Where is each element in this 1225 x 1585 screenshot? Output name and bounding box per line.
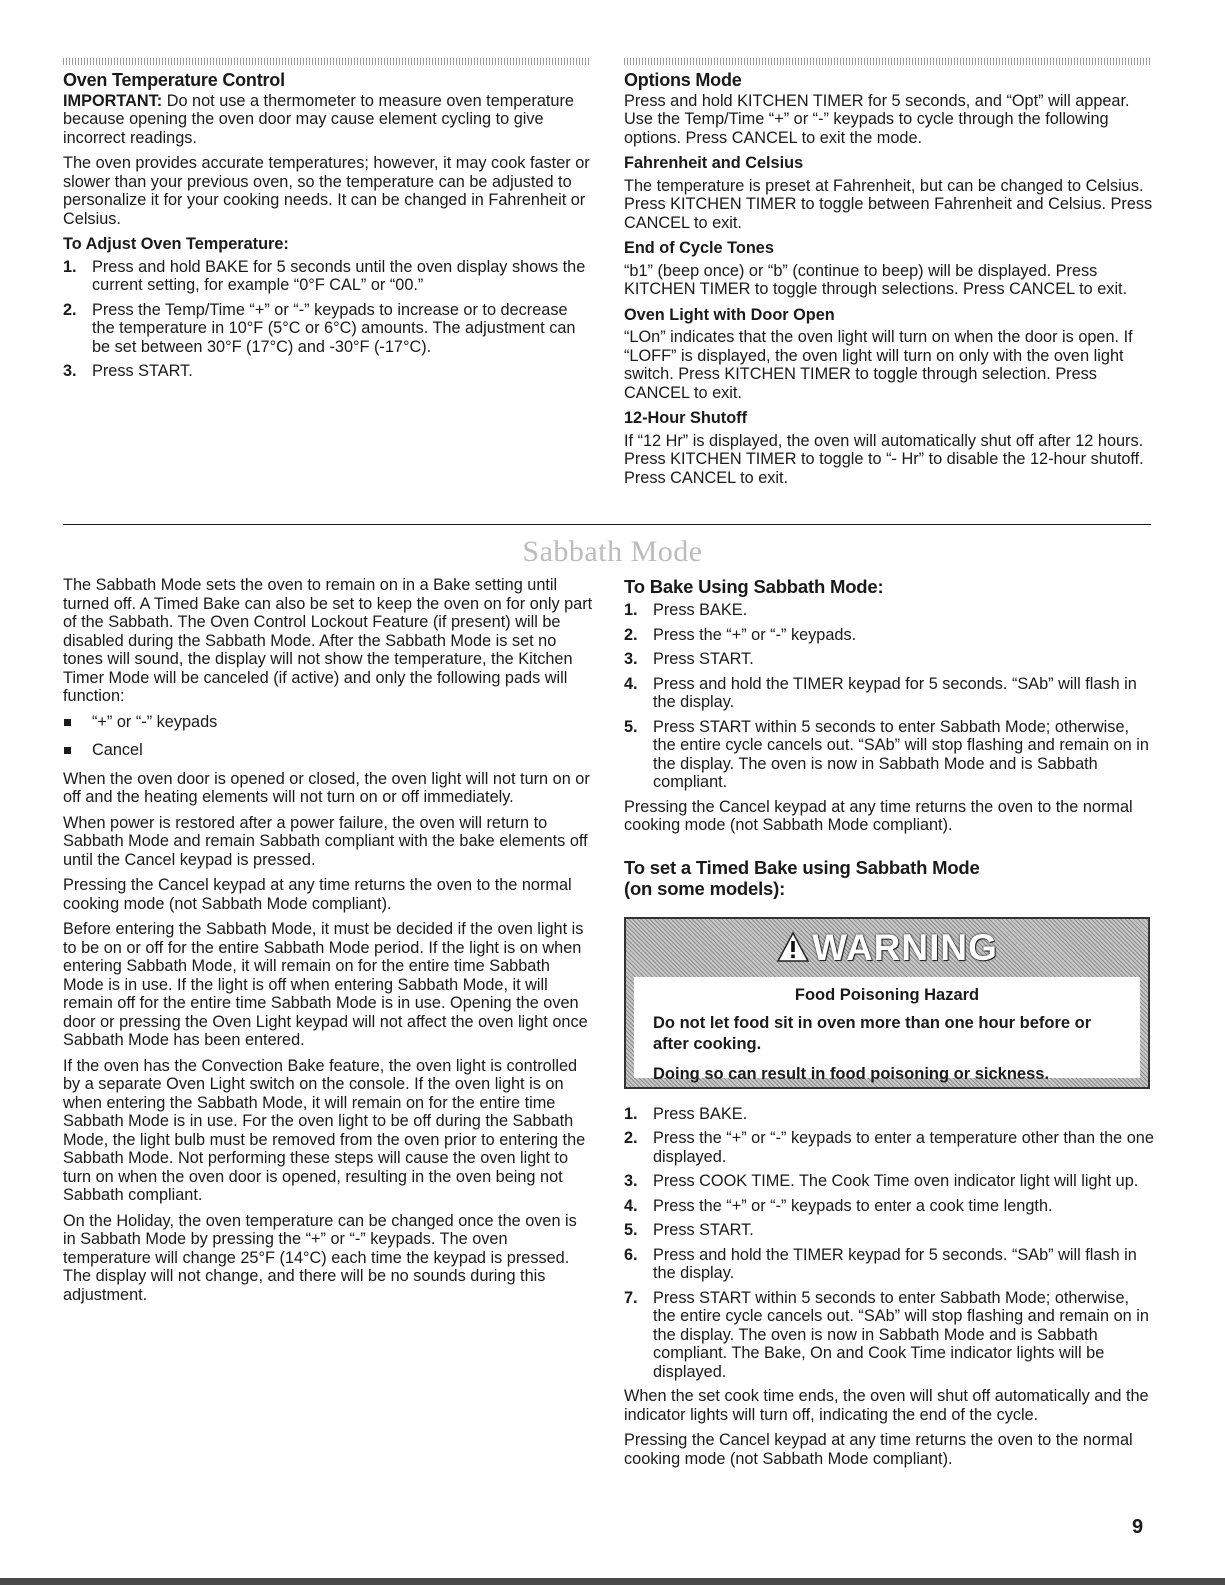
sabbath-instructions	[624, 576, 1154, 1475]
important-text: Do not use a thermometer to measure oven temperature because opening the oven door may cause element cycling to give incorrect readings.	[63, 91, 574, 147]
bullet-text: “+” or “-” keypads	[92, 712, 218, 731]
step-text: Press START.	[653, 650, 754, 668]
subsection-heading	[624, 857, 1154, 899]
list-item	[624, 626, 1154, 645]
list-item	[624, 601, 1154, 620]
step-text: Press and hold BAKE for 5 seconds until the oven display shows the current setting, for example “0°F CAL” or “00.”	[92, 257, 586, 294]
step-number: 3.	[624, 650, 638, 668]
step-number: 5.	[624, 717, 638, 736]
list-item	[63, 713, 593, 732]
timed-bake-steps-list	[624, 1105, 1154, 1382]
option-text: “LOn” indicates that the oven light will turn on when the door is open. If “LOFF” is displayed, the oven light will turn on only with the oven light switch. Press KITCHEN TIMER to toggle through selection. Press CANCEL to exit.	[624, 328, 1133, 402]
hazard-title: Food Poisoning Hazard	[794, 985, 980, 1004]
step-number: 2.	[624, 625, 638, 644]
list-item	[624, 1197, 1154, 1216]
important-label: IMPORTANT:	[63, 91, 163, 110]
step-text: Press BAKE.	[653, 601, 748, 619]
section-divider	[63, 524, 1151, 525]
paragraph: When power is restored after a power failure, the oven will return to Sabbath Mode and remain Sabbath compliant with the bake elements off until the Cancel keypad is pressed.	[63, 813, 588, 869]
sabbath-description	[63, 576, 593, 1311]
paragraph: Pressing the Cancel keypad at any time returns the oven to the normal cooking mode (not Sabbath Mode compliant).	[624, 1431, 1133, 1468]
list-item	[624, 1105, 1154, 1124]
list-item	[63, 301, 593, 357]
paragraph: The Sabbath Mode sets the oven to remain on in a Bake setting until turned off. A Timed Bake can also be set to keep the oven on for only part of the Sabbath. The Oven Control Lockout Feature (if present) will be disabled during the Sabbath Mode. After the Sabbath Mode is set no tones will sound, the display will not show the temperature, the Kitchen Timer Mode will be canceled (if active) and only the following pads will function:	[63, 576, 593, 705]
list-item	[63, 362, 593, 381]
list-item	[624, 1289, 1154, 1382]
step-text: Press the Temp/Time “+” or “-” keypads to increase or to decrease the temperature in 10°F (5°C or 6°C) amounts. The adjustment can be set between 30°F (17°C) and -30°F (-17°C).	[92, 300, 576, 356]
step-text: Press START within 5 seconds to enter Sabbath Mode; otherwise, the entire cycle cancels out. “SAb” will stop flashing and remain on in the display. The oven is now in Sabbath Mode and is Sabbath compliant.	[653, 717, 1149, 791]
bullet-text: Cancel	[92, 741, 143, 759]
step-text: Press the “+” or “-” keypads.	[653, 625, 857, 644]
list-item	[63, 741, 593, 760]
paragraph: Press and hold KITCHEN TIMER for 5 seconds, and “Opt” will appear. Use the Temp/Time “+” or “-” keypads to cycle through the following options. Press CANCEL to exit the mode.	[624, 91, 1130, 147]
bullet-list	[63, 713, 593, 760]
paragraph: On the Holiday, the oven temperature can be changed once the oven is in Sabbath Mode by pressing the “+” or “-” keypads. The oven temperature will change 25°F (14°C) each time the keypad is pressed. The display will not change, and there will be no sounds during this adjustment.	[63, 1211, 577, 1304]
option-heading: Fahrenheit and Celsius	[624, 154, 804, 172]
page-section-title: Sabbath Mode	[522, 535, 703, 568]
option-heading: 12-Hour Shutoff	[624, 409, 747, 427]
paragraph: When the set cook time ends, the oven will shut off automatically and the indicator lights will turn off, indicating the end of the cycle.	[624, 1387, 1149, 1424]
step-text: Press START within 5 seconds to enter Sabbath Mode; otherwise, the entire cycle cancels out. “SAb” will stop flashing and remain on in the display. The oven is now in Sabbath Mode and is Sabbath compliant. The Bake, On and Cook Time indicator lights will be displayed.	[653, 1288, 1149, 1381]
warning-title	[776, 927, 998, 968]
subsection-heading: To Bake Using Sabbath Mode:	[624, 576, 884, 597]
step-text: Press and hold the TIMER keypad for 5 seconds. “SAb” will flash in the display.	[653, 1245, 1137, 1282]
list-item	[624, 718, 1154, 792]
bottom-edge-bar	[0, 1578, 1225, 1585]
step-number: 2.	[63, 300, 77, 319]
step-number: 7.	[624, 1288, 638, 1307]
option-text: The temperature is preset at Fahrenheit, but can be changed to Celsius. Press KITCHEN TIMER to toggle between Fahrenheit and Celsius. Press CANCEL to exit.	[624, 176, 1153, 232]
option-text: If “12 Hr” is displayed, the oven will automatically shut off after 12 hours. Press KITCHEN TIMER to toggle to “- Hr” to disable the 12-hour shutoff. Press CANCEL to exit.	[624, 431, 1144, 487]
bullet-square-icon	[64, 747, 71, 754]
paragraph: Pressing the Cancel keypad at any time returns the oven to the normal cooking mode (not Sabbath Mode compliant).	[63, 876, 572, 913]
list-item	[624, 1172, 1154, 1191]
heading-line: (on some models):	[624, 877, 786, 899]
warning-word: WARNING	[812, 927, 998, 968]
warning-triangle-icon	[776, 931, 810, 963]
step-number: 3.	[63, 362, 77, 380]
paragraph: If the oven has the Convection Bake feature, the oven light is controlled by a separate Oven Light switch on the console. If the oven light is on when entering the Sabbath Mode, it will remain on for the entire time Sabbath Mode is in use. For the oven light to be off during the Sabbath Mode, the light bulb must be removed from the oven prior to entering the Sabbath Mode. Not performing these steps will cause the oven light to turn on when the oven door is opened, resulting in the oven being not Sabbath compliant.	[63, 1056, 586, 1204]
warning-text: Do not let food sit in oven more than one hour before or after cooking.	[653, 1014, 1092, 1053]
page-number: 9	[1132, 1516, 1144, 1538]
section-heading: Oven Temperature Control	[63, 70, 285, 90]
warning-body	[634, 977, 1140, 1083]
paragraph: When the oven door is opened or closed, the oven light will not turn on or off and the heating elements will not turn on or off immediately.	[63, 769, 590, 806]
warning-header	[626, 919, 1148, 976]
subheading: To Adjust Oven Temperature:	[63, 235, 289, 253]
section-heading: Options Mode	[624, 70, 742, 90]
list-item	[624, 1246, 1154, 1283]
step-text: Press the “+” or “-” keypads to enter a cook time length.	[653, 1196, 1053, 1215]
list-item	[624, 650, 1154, 669]
bullet-square-icon	[64, 719, 71, 726]
list-item	[624, 1129, 1154, 1166]
step-text: Press BAKE.	[653, 1104, 748, 1123]
option-heading: Oven Light with Door Open	[624, 305, 835, 324]
step-number: 6.	[624, 1245, 638, 1264]
warning-text: Doing so can result in food poisoning or sickness.	[653, 1065, 1050, 1083]
list-item	[624, 1221, 1154, 1240]
step-text: Press and hold the TIMER keypad for 5 seconds. “SAb” will flash in the display.	[653, 674, 1137, 711]
step-text: Press the “+” or “-” keypads to enter a temperature other than the one displayed.	[653, 1129, 1154, 1166]
list-item	[63, 258, 593, 295]
option-text: “b1” (beep once) or “b” (continue to beep) will be displayed. Press KITCHEN TIMER to toggle through selections. Press CANCEL to exit.	[624, 261, 1128, 298]
step-number: 4.	[624, 674, 638, 693]
paragraph: Pressing the Cancel keypad at any time returns the oven to the normal cooking mode (not Sabbath Mode compliant).	[624, 797, 1133, 834]
heading-line: To set a Timed Bake using Sabbath Mode	[624, 856, 980, 878]
paragraph: Before entering the Sabbath Mode, it must be decided if the oven light is to be on or off for the entire Sabbath Mode period. If the light is on when entering Sabbath Mode, it will remain on for the entire time Sabbath Mode is in use. If the light is off when entering Sabbath Mode, it will remain off for the entire time Sabbath Mode is in use. Opening the oven door or pressing the Oven Light keypad will not affect the oven light once Sabbath Mode has been entered.	[63, 920, 588, 1049]
oven-temperature-control-section	[63, 58, 593, 387]
step-number: 1.	[63, 257, 77, 276]
step-number: 5.	[624, 1221, 638, 1239]
options-mode-section	[624, 58, 1154, 494]
paragraph: The oven provides accurate temperatures; however, it may cook faster or slower than your previous oven, so the temperature can be adjusted to personalize it for your cooking needs. It can be changed in Fahrenheit or Celsius.	[63, 154, 590, 228]
option-heading: End of Cycle Tones	[624, 239, 774, 257]
step-number: 3.	[624, 1172, 638, 1190]
step-number: 4.	[624, 1196, 638, 1215]
step-number: 2.	[624, 1129, 638, 1147]
list-item	[624, 675, 1154, 712]
warning-box	[624, 917, 1150, 1089]
adjust-steps-list	[63, 258, 593, 381]
step-number: 1.	[624, 601, 638, 619]
important-paragraph	[63, 92, 593, 148]
step-number: 1.	[624, 1104, 638, 1123]
step-text: Press START.	[653, 1221, 754, 1239]
bake-steps-list	[624, 601, 1154, 792]
step-text: Press COOK TIME. The Cook Time oven indicator light will light up.	[653, 1172, 1139, 1190]
step-text: Press START.	[92, 362, 193, 380]
